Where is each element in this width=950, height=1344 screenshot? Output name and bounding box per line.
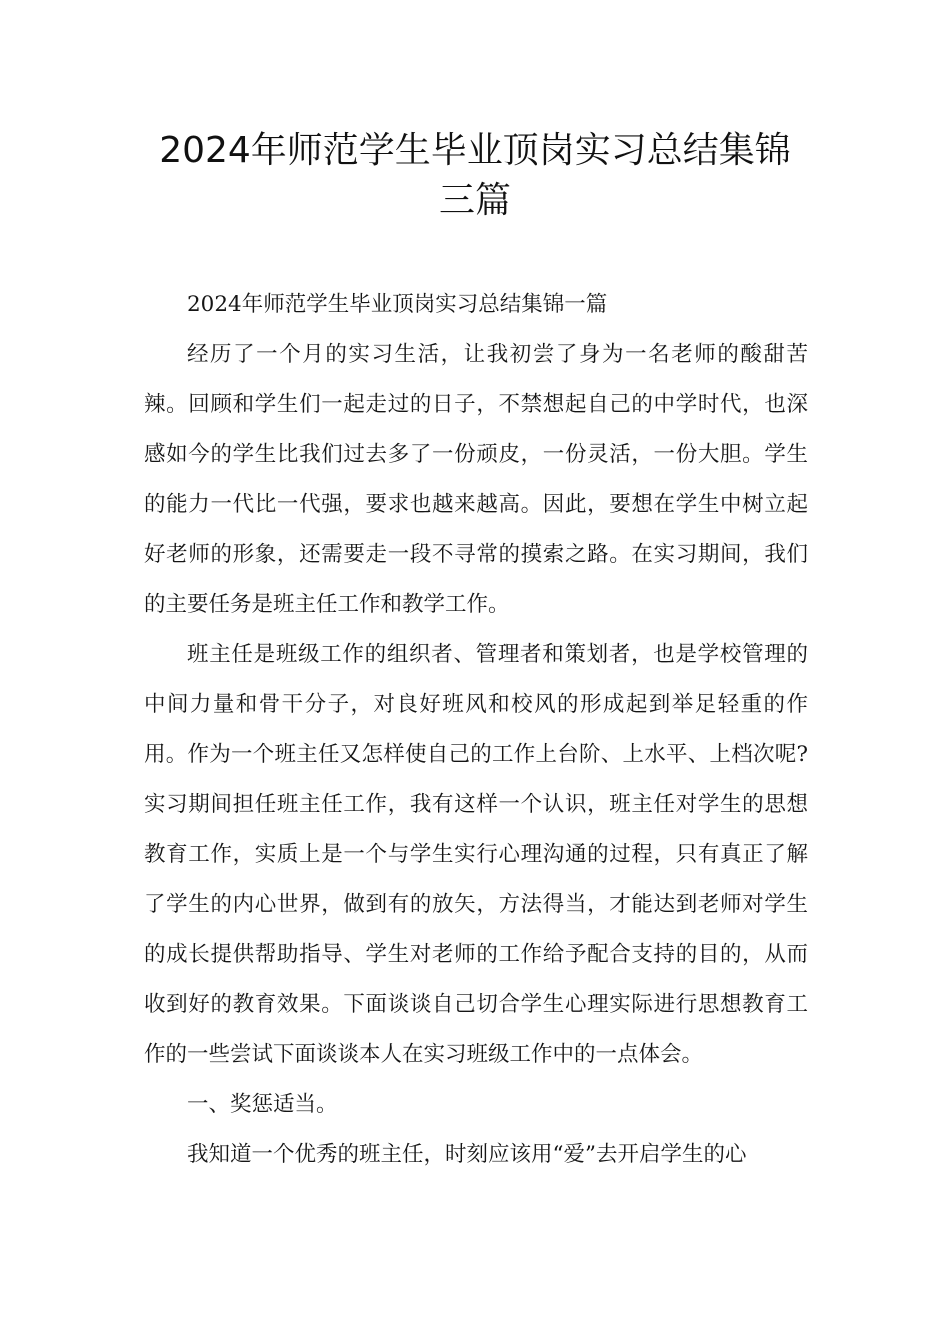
paragraph-intro: 经历了一个月的实习生活，让我初尝了身为一名老师的酸甜苦辣。回顾和学生们一起走过的日子，不禁想起自己的中学时代，也深感如今的学生比我们过去多了一份顽皮，一份灵活，一份大胆。学生的能力一代比一代强，要求也越来越高。因此，要想在学生中树立起好老师的形象，还需要走一段不寻常的摸索之路。在实习期间，我们的主要任务是班主任工作和教学工作。 xyxy=(144,342,808,617)
paragraph-love: 我知道一个优秀的班主任，时刻应该用“爱”去开启学生的心 xyxy=(187,1142,747,1167)
document-body xyxy=(144,280,808,1180)
section-heading: 2024年师范学生毕业顶岗实习总结集锦一篇 xyxy=(187,292,608,317)
title-line-1: 2024年师范学生毕业顶岗实习总结集锦 xyxy=(159,130,791,171)
document-title xyxy=(120,126,830,226)
title-line-2: 三篇 xyxy=(438,180,511,221)
subheading-rewards: 一、奖惩适当。 xyxy=(187,1092,338,1117)
paragraph-head-teacher: 班主任是班级工作的组织者、管理者和策划者，也是学校管理的中间力量和骨干分子，对良好班风和校风的形成起到举足轻重的作用。作为一个班主任又怎样使自己的工作上台阶、上水平、上档次呢?实习期间担任班主任工作，我有这样一个认识，班主任对学生的思想教育工作，实质上是一个与学生实行心理沟通的过程，只有真正了解了学生的内心世界，做到有的放矢，方法得当，才能达到老师对学生的成长提供帮助指导、学生对老师的工作给予配合支持的目的，从而收到好的教育效果。下面谈谈自己切合学生心理实际进行思想教育工作的一些尝试下面谈谈本人在实习班级工作中的一点体会。 xyxy=(144,642,808,1067)
